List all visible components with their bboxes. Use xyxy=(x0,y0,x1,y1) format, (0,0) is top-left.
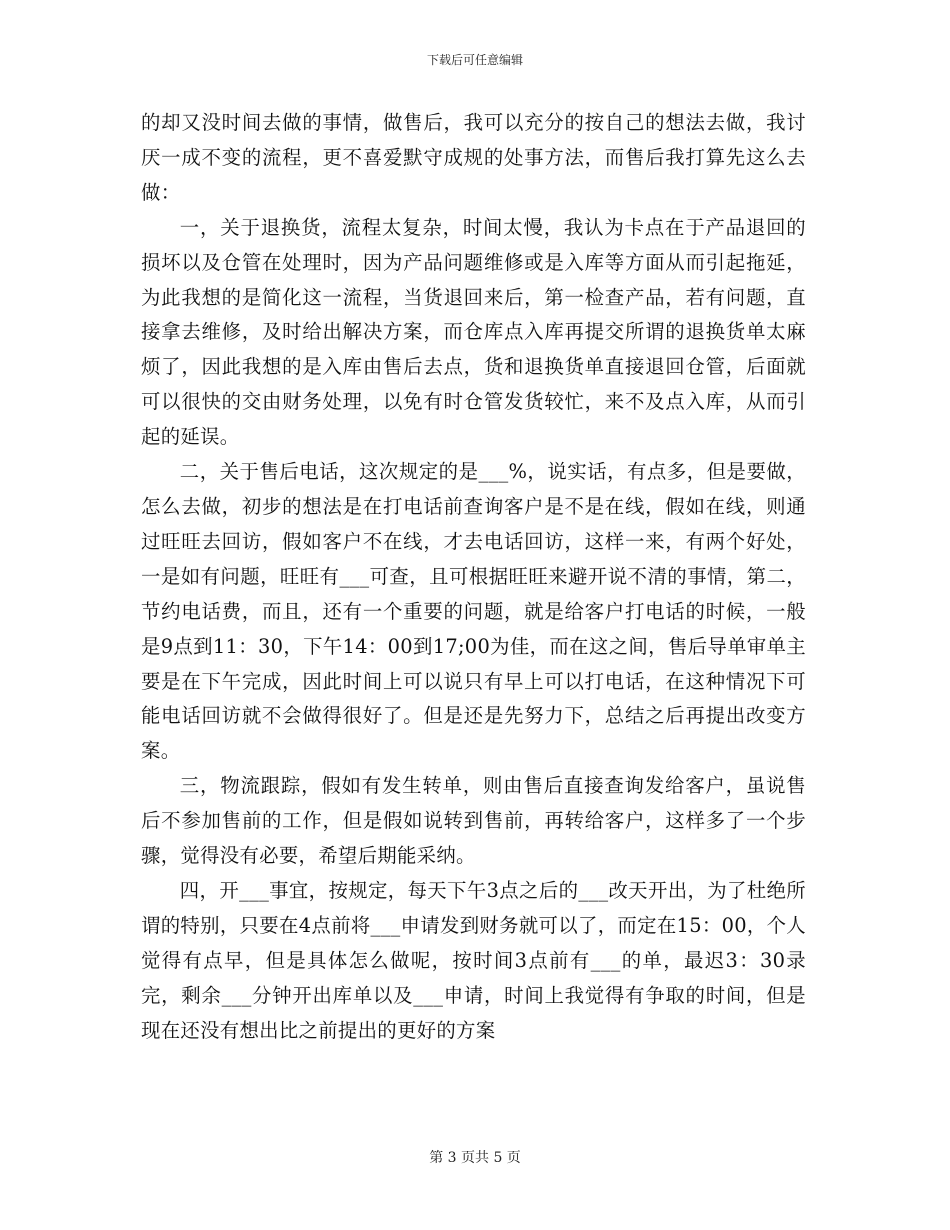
document-body xyxy=(141,106,806,1048)
paragraph-phone-followup: 二，关于售后电话，这次规定的是___%，说实话，有点多，但是要做，怎么去做，初步的想法是在打电话前查询客户是不是在线，假如在线，则通过旺旺去回访，假如客户不在线，才去电话回访，这样一来，有两个好处，一是如有问题，旺旺有___可查，且可根据旺旺来避开说不清的事情，第二，节约电话费，而且，还有一个重要的问题，就是给客户打电话的时候，一般是9点到11：30，下午14：00到17;00为佳，而在这之间，售后导单审单主要是在下午完成，因此时间上可以说只有早上可以打电话，在这种情况下可能电话回访就不会做得很好了。但是还是先努力下，总结之后再提出改变方案。 xyxy=(141,460,806,763)
paragraph-continuation: 的却又没时间去做的事情，做售后，我可以充分的按自己的想法去做，我讨厌一成不变的流程，更不喜爱默守成规的处事方法，而售后我打算先这么去做： xyxy=(141,111,806,204)
paragraph-invoicing: 四，开___事宜，按规定，每天下午3点之后的___改天开出，为了杜绝所谓的特别，只要在4点前将___申请发到财务就可以了，而定在15：00，个人觉得有点早，但是具体怎么做呢，按时间3点前有___的单，最迟3：30录完，剩余___分钟开出库单以及___申请，时间上我觉得有争取的时间，但是现在还没有想出比之前提出的更好的方案 xyxy=(141,878,806,1042)
page-footer: 第 3 页共 5 页 xyxy=(429,1150,521,1166)
paragraph-logistics: 三，物流跟踪，假如有发生转单，则由售后直接查询发给客户，虽说售后不参加售前的工作，但是假如说转到售前，再转给客户，这样多了一个步骤，觉得没有必要，希望后期能采纳。 xyxy=(141,774,806,868)
paragraph-returns: 一，关于退换货，流程太复杂，时间太慢，我认为卡点在于产品退回的损坏以及仓管在处理时，因为产品问题维修或是入库等方面从而引起拖延，为此我想的是简化这一流程，当货退回来后，第一检查产品，若有问题，直接拿去维修，及时给出解决方案，而仓库点入库再提交所谓的退换货单太麻烦了，因此我想的是入库由售后去点，货和退换货单直接退回仓管，后面就可以很快的交由财务处理，以免有时仓管发货较忙，来不及点入库，从而引起的延误。 xyxy=(141,215,806,449)
page-header: 下载后可任意编辑 xyxy=(426,53,523,67)
